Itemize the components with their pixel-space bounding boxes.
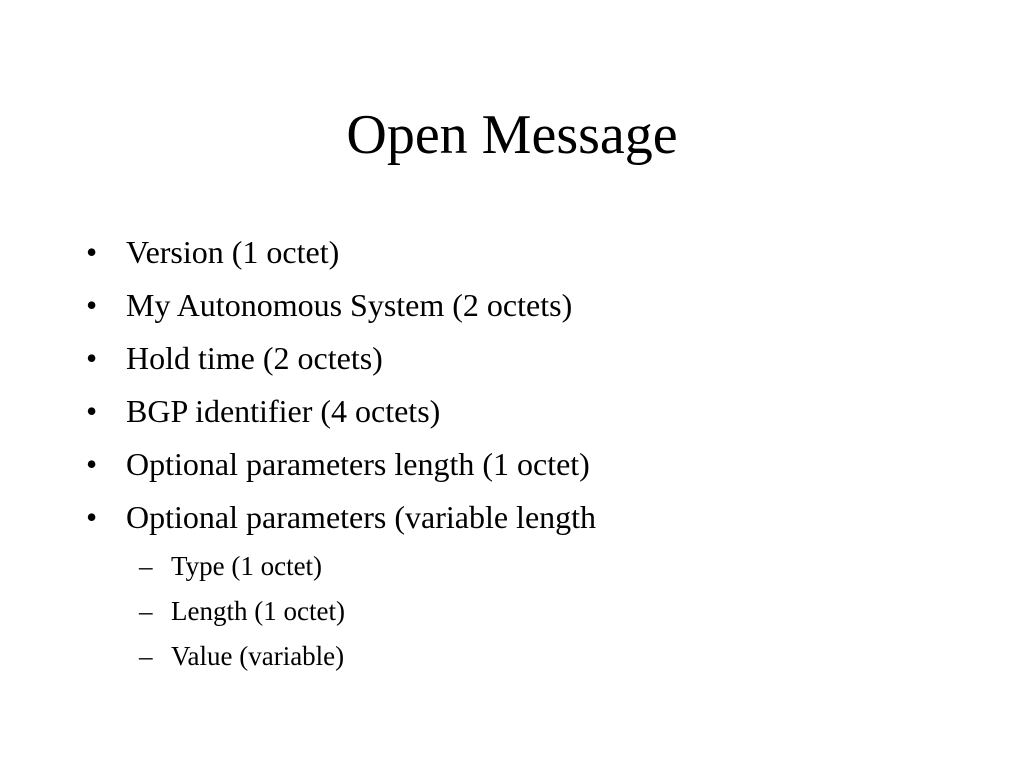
slide-title: Open Message xyxy=(346,104,678,166)
sub-bullet-item-value xyxy=(86,634,596,679)
bullet-marker: • xyxy=(86,499,98,535)
bullet-text: Hold time (2 octets) xyxy=(126,340,383,376)
bullet-marker: • xyxy=(86,393,98,429)
bullet-item-autonomous-system xyxy=(86,279,596,332)
bullet-list xyxy=(86,226,596,679)
sub-bullet-text: Type (1 octet) xyxy=(171,551,323,581)
bullet-item-version xyxy=(86,226,596,279)
bullet-text: My Autonomous System (2 octets) xyxy=(126,287,573,323)
bullet-text: BGP identifier (4 octets) xyxy=(126,393,441,429)
sub-bullet-marker: – xyxy=(139,551,153,581)
sub-bullet-text: Length (1 octet) xyxy=(171,596,345,626)
bullet-text: Optional parameters length (1 octet) xyxy=(126,446,590,482)
sub-bullet-item-length xyxy=(86,589,596,634)
bullet-marker: • xyxy=(86,340,98,376)
bullet-item-optional-parameters-length xyxy=(86,438,596,491)
bullet-marker: • xyxy=(86,287,98,323)
sub-bullet-marker: – xyxy=(139,641,153,671)
sub-bullet-marker: – xyxy=(139,596,153,626)
sub-bullet-text: Value (variable) xyxy=(171,641,345,671)
bullet-item-bgp-identifier xyxy=(86,385,596,438)
bullet-text: Optional parameters (variable length xyxy=(126,499,597,535)
sub-bullet-list xyxy=(86,544,596,679)
bullet-item-optional-parameters xyxy=(86,491,596,544)
sub-bullet-item-type xyxy=(86,544,596,589)
sub-bullet-group xyxy=(86,544,596,679)
bullet-text: Version (1 octet) xyxy=(126,234,340,270)
bullet-marker: • xyxy=(86,234,98,270)
bullet-item-hold-time xyxy=(86,332,596,385)
bullet-marker: • xyxy=(86,446,98,482)
